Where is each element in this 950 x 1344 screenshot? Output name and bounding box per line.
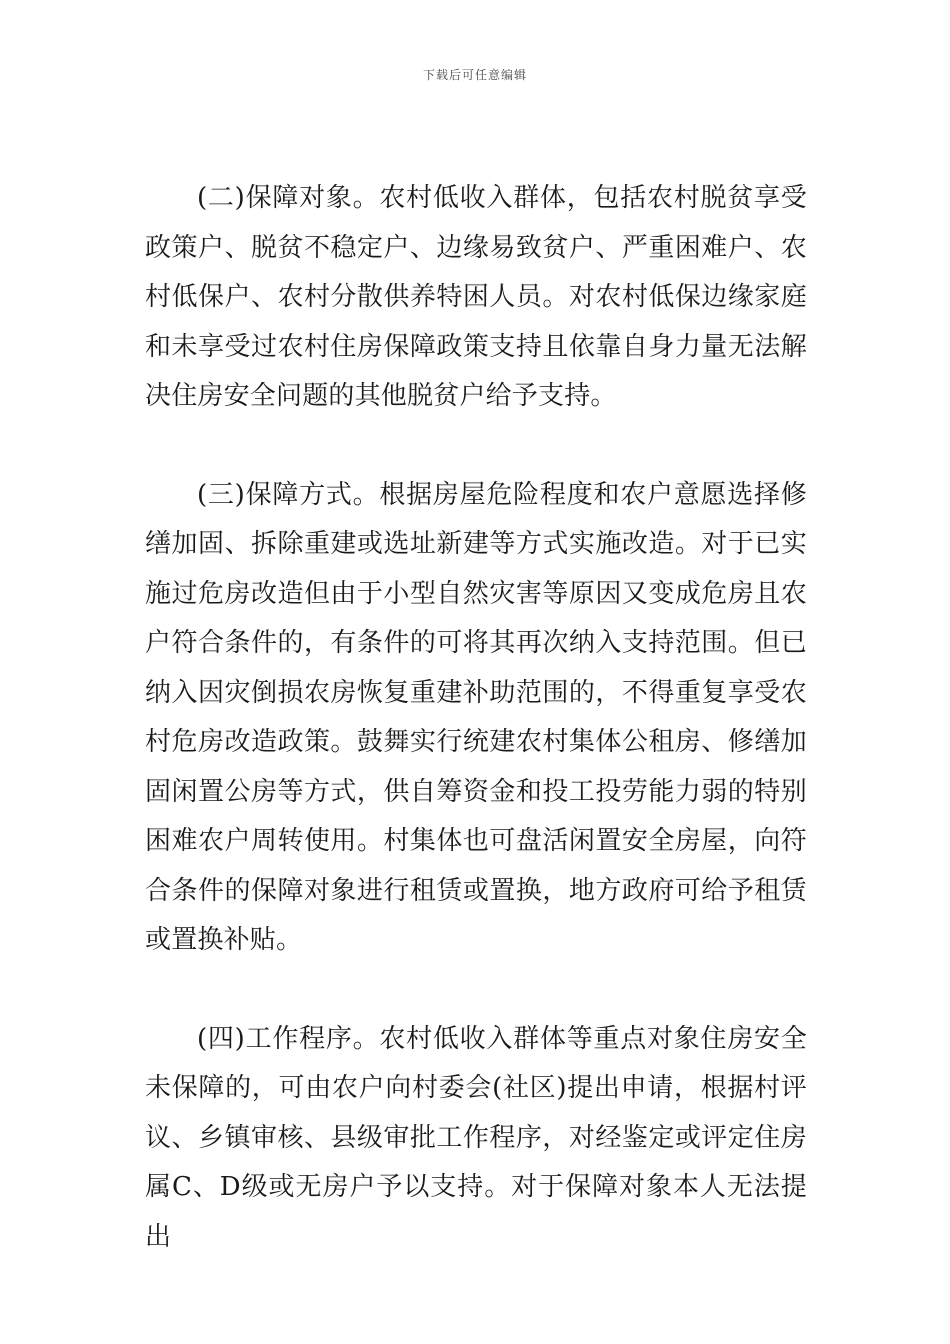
paragraph-work-procedure: (四)工作程序。农村低收入群体等重点对象住房安全未保障的，可由农户向村委会(社区)提出申请，根据村评议、乡镇审核、县级审批工作程序，对经鉴定或评定住房属C、D级或无房户予以支持。对于保障对象本人无法提出: [145, 1023, 807, 1252]
paragraph-protection-targets: (二)保障对象。农村低收入群体，包括农村脱贫享受政策户、脱贫不稳定户、边缘易致贫户、严重困难户、农村低保户、农村分散供养特困人员。对农村低保边缘家庭和未享受过农村住房保障政策支持且依靠自身力量无法解决住房安全问题的其他脱贫户给予支持。: [145, 183, 807, 411]
document-body: [145, 174, 807, 1262]
paragraph-protection-methods: (三)保障方式。根据房屋危险程度和农户意愿选择修缮加固、拆除重建或选址新建等方式实施改造。对于已实施过危房改造但由于小型自然灾害等原因又变成危房且农户符合条件的，有条件的可将其再次纳入支持范围。但已纳入因灾倒损农房恢复重建补助范围的，不得重复享受农村危房改造政策。鼓舞实行统建农村集体公租房、修缮加固闲置公房等方式，供自筹资金和投工投劳能力弱的特别困难农户周转使用。村集体也可盘活闲置安全房屋，向符合条件的保障对象进行租赁或置换，地方政府可给予租赁或置换补贴。: [145, 479, 807, 955]
header-note: 下载后可任意编辑: [422, 68, 527, 82]
